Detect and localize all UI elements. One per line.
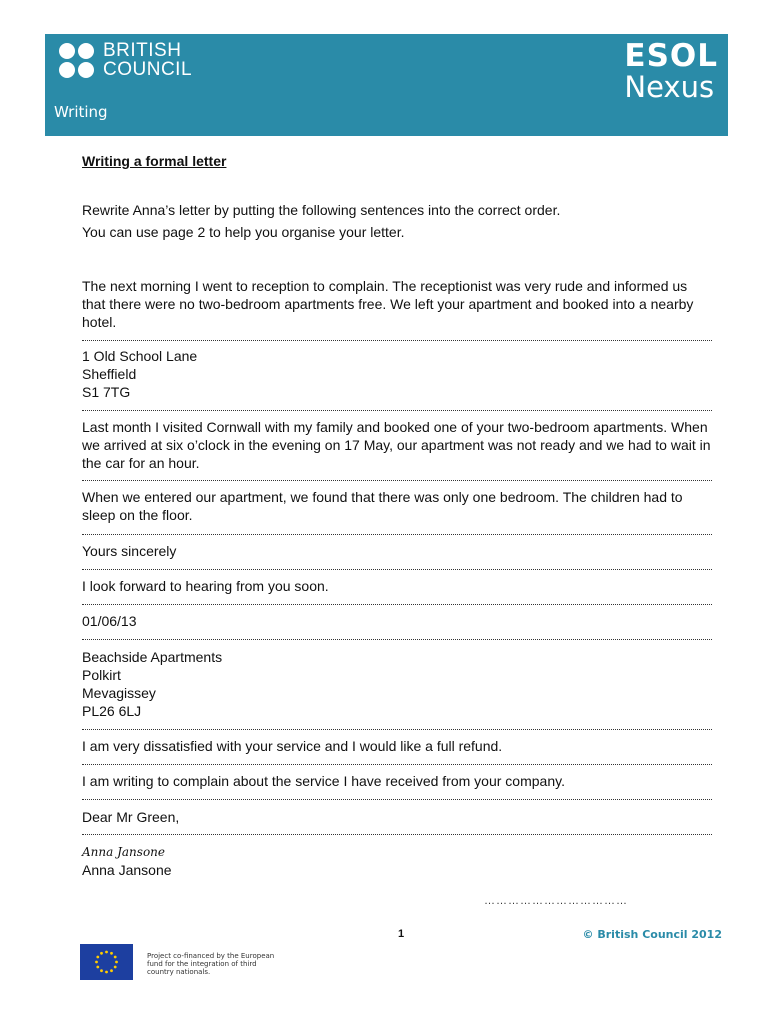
- sentence-block-2: [82, 347, 716, 401]
- sentence-line: PL26 6LJ: [82, 703, 142, 719]
- eu-flag-icon: [80, 944, 133, 980]
- sentence-block-11: [82, 808, 716, 826]
- instruction-2: You can use page 2 to help you organise your letter.: [82, 224, 405, 240]
- org-name-line2: COUNCIL: [103, 59, 193, 80]
- sentence-line: When we entered our apartment, we found that there was only one bedroom. The children had to: [82, 489, 683, 505]
- esol-nexus-logo: [624, 40, 718, 102]
- sentence-line: hotel.: [82, 314, 117, 330]
- answer-line: [82, 410, 712, 411]
- answer-line: [82, 604, 712, 605]
- sentence-line: 1 Old School Lane: [82, 348, 198, 364]
- sentence-block-4: [82, 488, 716, 524]
- british-council-logo: [59, 41, 192, 79]
- logo-dots-icon: [59, 43, 94, 78]
- sentence-line: Beachside Apartments: [82, 649, 223, 665]
- answer-line: [82, 834, 712, 835]
- signature-dots: ………………………………: [484, 895, 628, 907]
- answer-line: [82, 764, 712, 765]
- sentence-block-6: [82, 577, 716, 595]
- signatory-name: Anna Jansone: [82, 862, 172, 878]
- answer-line: [82, 639, 712, 640]
- eu-funding-note: Project co-financed by the European fund for the integration of third country nationals.: [147, 952, 275, 976]
- sentence-line: Dear Mr Green,: [82, 809, 180, 825]
- answer-line: [82, 569, 712, 570]
- page-number: 1: [398, 928, 405, 940]
- instruction-1: Rewrite Anna’s letter by putting the following sentences into the correct order.: [82, 202, 561, 218]
- sentence-block-8: [82, 648, 716, 720]
- sentence-line: we arrived at six o’clock in the evening on 17 May, our apartment was not ready and we had to wait in: [82, 437, 711, 453]
- brand-line2: Nexus: [624, 70, 715, 104]
- sentence-line: I am very dissatisfied with your service and I would like a full refund.: [82, 738, 503, 754]
- sentence-line: Mevagissey: [82, 685, 156, 701]
- brand-line1: ESOL: [624, 38, 718, 74]
- header-banner: [45, 34, 728, 136]
- sentence-line: 01/06/13: [82, 613, 137, 629]
- sentence-line: sleep on the floor.: [82, 507, 193, 523]
- sentence-line: Yours sincerely: [82, 543, 177, 559]
- copyright-notice: © British Council 2012: [582, 928, 722, 941]
- sentence-block-3: [82, 418, 716, 472]
- answer-line: [82, 480, 712, 481]
- org-name-line1: BRITISH: [103, 40, 182, 61]
- sentence-line: I am writing to complain about the service I have received from your company.: [82, 773, 565, 789]
- answer-line: [82, 340, 712, 341]
- sentence-block-7: [82, 612, 716, 630]
- sentence-line: that there were no two-bedroom apartments free. We left your apartment and booked into a nearby: [82, 296, 694, 312]
- section-label: Writing: [54, 103, 108, 121]
- sentence-block-1: [82, 277, 716, 331]
- page-title: Writing a formal letter: [82, 153, 227, 169]
- sentence-block-10: [82, 772, 716, 790]
- handwritten-signature: Anna Jansone: [82, 845, 165, 859]
- sentence-line: S1 7TG: [82, 384, 131, 400]
- sentence-block-5: [82, 542, 716, 560]
- answer-line: [82, 534, 712, 535]
- sentence-line: The next morning I went to reception to complain. The receptionist was very rude and informed us: [82, 278, 688, 294]
- sentence-line: Polkirt: [82, 667, 121, 683]
- sentence-line: the car for an hour.: [82, 455, 200, 471]
- sentence-line: Last month I visited Cornwall with my family and booked one of your two-bedroom apartments. When: [82, 419, 708, 435]
- answer-line: [82, 729, 712, 730]
- sentence-line: Sheffield: [82, 366, 137, 382]
- sentence-block-9: [82, 737, 716, 755]
- sentence-line: I look forward to hearing from you soon.: [82, 578, 329, 594]
- answer-line: [82, 799, 712, 800]
